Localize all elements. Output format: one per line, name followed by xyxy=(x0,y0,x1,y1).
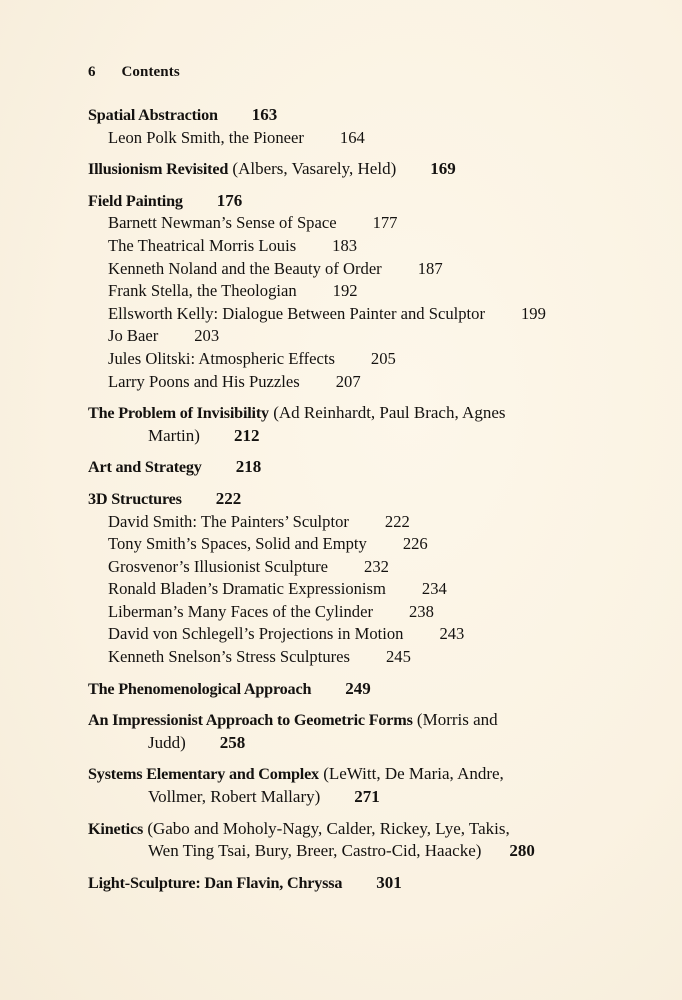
entry-title: Jo Baer xyxy=(108,326,159,346)
table-of-contents xyxy=(88,104,628,903)
entry-page: 203 xyxy=(194,326,220,346)
entry-title: Larry Poons and His Puzzles xyxy=(108,371,300,391)
toc-entry xyxy=(88,646,628,669)
section-title: The Phenomenological Approach xyxy=(88,679,312,698)
section-subjects-continued: Martin) xyxy=(148,425,200,445)
section-subjects: (Ad Reinhardt, Paul Brach, Agnes xyxy=(273,403,506,423)
section-title: 3D Structures xyxy=(88,489,182,508)
toc-entry xyxy=(88,212,628,235)
page-heading: Contents xyxy=(121,64,180,80)
entry-title: Kenneth Noland and the Beauty of Order xyxy=(108,258,382,278)
toc-entry xyxy=(88,623,628,646)
toc-section-spatial-abstraction xyxy=(88,104,628,149)
entry-page: 238 xyxy=(408,601,434,621)
entry-page: 199 xyxy=(520,303,546,323)
section-subjects-continued: Vollmer, Robert Mallary) xyxy=(148,787,321,807)
entry-page: 183 xyxy=(332,235,358,255)
section-subjects: (Albers, Vasarely, Held) xyxy=(232,159,397,179)
entry-page: 205 xyxy=(370,348,396,368)
section-page: 249 xyxy=(345,678,371,698)
section-page: 176 xyxy=(216,190,243,210)
section-title: Illusionism Revisited xyxy=(88,160,229,179)
toc-section-problem-of-invisibility xyxy=(88,402,628,447)
toc-section-kinetics xyxy=(88,818,628,863)
section-title: Spatial Abstraction xyxy=(88,106,218,124)
entry-title: Frank Stella, the Theologian xyxy=(108,281,297,301)
toc-section-field-painting xyxy=(88,190,628,393)
toc-entry xyxy=(88,348,628,371)
entry-title: David von Schlegell’s Projections in Motion xyxy=(108,624,404,644)
section-title: Field Painting xyxy=(88,191,183,210)
toc-entry xyxy=(88,325,628,348)
toc-entry xyxy=(88,578,628,601)
entry-page: 234 xyxy=(421,579,447,599)
toc-section-systems-elementary-and-complex xyxy=(88,763,628,808)
entry-page: 164 xyxy=(339,127,365,147)
toc-section-phenomenological-approach xyxy=(88,678,628,701)
section-title: The Problem of Invisibility xyxy=(88,404,269,423)
toc-section-art-and-strategy xyxy=(88,456,628,479)
section-page: 222 xyxy=(215,488,242,508)
toc-entry xyxy=(88,280,628,303)
entry-page: 207 xyxy=(335,371,361,391)
entry-title: The Theatrical Morris Louis xyxy=(108,235,297,255)
entry-title: Barnett Newman’s Sense of Space xyxy=(108,213,337,233)
section-page: 271 xyxy=(354,787,380,807)
toc-section-3d-structures xyxy=(88,488,628,669)
section-title: Systems Elementary and Complex xyxy=(88,765,319,784)
section-page: 212 xyxy=(233,425,260,445)
toc-entry xyxy=(88,511,628,534)
section-subjects: (LeWitt, De Maria, Andre, xyxy=(323,764,504,784)
toc-section-illusionism-revisited xyxy=(88,158,628,181)
entry-title: David Smith: The Painters’ Sculptor xyxy=(108,511,349,531)
section-subjects: (Morris and xyxy=(416,710,498,730)
entry-page: 243 xyxy=(439,624,465,644)
entry-page: 177 xyxy=(372,213,398,233)
section-page: 169 xyxy=(430,159,456,179)
section-page: 258 xyxy=(219,732,246,752)
section-title: Kinetics xyxy=(88,819,144,838)
section-subjects-continued: Judd) xyxy=(148,732,186,752)
section-page: 163 xyxy=(251,105,278,124)
entry-page: 192 xyxy=(332,281,358,301)
entry-page: 245 xyxy=(385,647,411,667)
entry-title: Liberman’s Many Faces of the Cylinder xyxy=(108,601,373,621)
toc-entry xyxy=(88,235,628,258)
entry-page: 232 xyxy=(364,556,389,576)
toc-entry xyxy=(88,303,628,326)
entry-title: Leon Polk Smith, the Pioneer xyxy=(108,127,304,147)
entry-title: Jules Olitski: Atmospheric Effects xyxy=(108,348,335,368)
section-page: 280 xyxy=(509,841,535,861)
section-page: 301 xyxy=(376,872,402,892)
toc-entry xyxy=(88,556,628,579)
section-title: Art and Strategy xyxy=(88,458,202,477)
entry-title: Kenneth Snelson’s Stress Sculptures xyxy=(108,647,350,667)
entry-title: Ellsworth Kelly: Dialogue Between Painter and Sculptor xyxy=(108,303,485,323)
section-page: 218 xyxy=(235,457,262,477)
toc-section-impressionist-approach xyxy=(88,709,628,754)
section-title: An Impressionist Approach to Geometric Forms xyxy=(88,711,413,730)
page-number: 6 xyxy=(88,64,96,80)
entry-page: 226 xyxy=(402,534,428,554)
toc-section-light-sculpture xyxy=(88,872,628,895)
toc-entry xyxy=(88,371,628,394)
entry-page: 222 xyxy=(384,511,410,531)
entry-page: 187 xyxy=(417,258,443,278)
entry-title: Grosvenor’s Illusionist Sculpture xyxy=(108,556,329,576)
section-subjects-continued: Wen Ting Tsai, Bury, Breer, Castro-Cid, Haacke) xyxy=(148,841,482,861)
page-header xyxy=(88,64,180,81)
toc-entry xyxy=(88,601,628,624)
entry-title: Ronald Bladen’s Dramatic Expressionism xyxy=(108,579,386,599)
section-subjects: (Gabo and Moholy-Nagy, Calder, Rickey, Lye, Takis, xyxy=(147,818,510,838)
section-title: Light-Sculpture: Dan Flavin, Chryssa xyxy=(88,873,343,892)
toc-entry xyxy=(88,127,628,150)
toc-entry xyxy=(88,533,628,556)
entry-title: Tony Smith’s Spaces, Solid and Empty xyxy=(108,534,367,554)
toc-entry xyxy=(88,258,628,281)
